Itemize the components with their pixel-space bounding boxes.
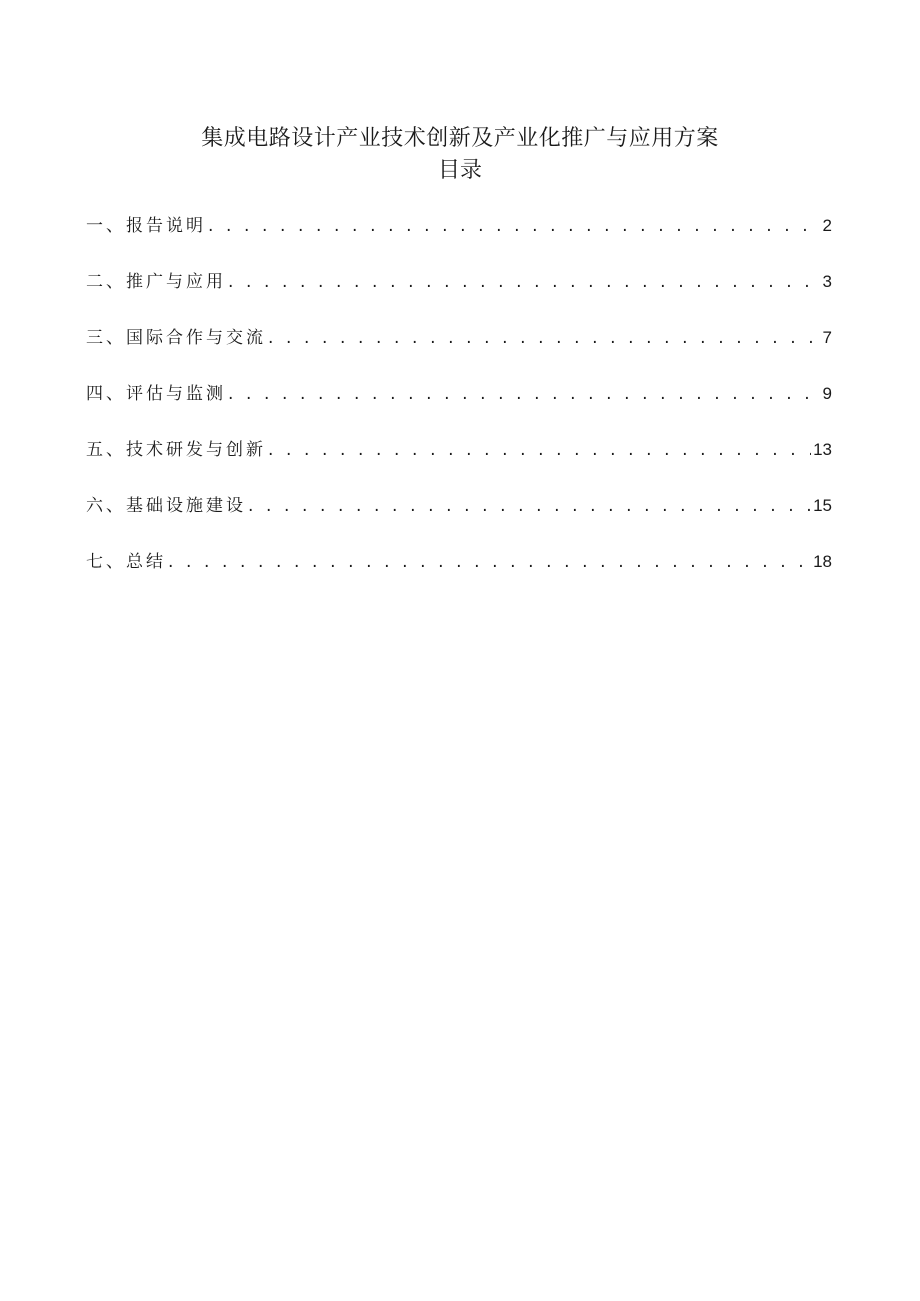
toc-leader-dots xyxy=(228,380,821,408)
toc-entry-label: 七、总结 xyxy=(86,552,166,572)
toc-entry-page-number: 15 xyxy=(813,496,832,515)
toc-leader-dots xyxy=(268,324,821,352)
toc-entry-page-number: 13 xyxy=(813,440,832,459)
toc-entry-label: 五、技术研发与创新 xyxy=(86,440,266,460)
toc-leader-dots xyxy=(268,436,811,464)
toc-leader-dots xyxy=(168,548,811,576)
toc-entry-label: 一、报告说明 xyxy=(86,216,206,236)
toc-entry-page-number: 3 xyxy=(822,272,832,291)
toc-entry-report-description[interactable] xyxy=(86,212,832,268)
toc-entry-rd-innovation[interactable] xyxy=(86,436,832,492)
toc-leader-dots xyxy=(208,212,821,240)
toc-entry-international-cooperation[interactable] xyxy=(86,324,832,380)
toc-entry-promotion-application[interactable] xyxy=(86,268,832,324)
toc-heading: 目录 xyxy=(437,158,482,183)
toc-entry-label: 三、国际合作与交流 xyxy=(86,328,266,348)
toc-entry-label: 六、基础设施建设 xyxy=(86,496,246,516)
toc-entry-label: 二、推广与应用 xyxy=(86,272,226,292)
document-title: 集成电路设计产业技术创新及产业化推广与应用方案 xyxy=(201,126,719,151)
toc-leader-dots xyxy=(248,492,811,520)
toc-entry-page-number: 9 xyxy=(822,384,832,403)
toc-entry-label: 四、评估与监测 xyxy=(86,384,226,404)
table-of-contents xyxy=(86,212,832,604)
toc-entry-page-number: 7 xyxy=(822,328,832,347)
toc-entry-page-number: 2 xyxy=(822,216,832,235)
toc-leader-dots xyxy=(228,268,821,296)
toc-entry-infrastructure[interactable] xyxy=(86,492,832,548)
toc-entry-evaluation-monitoring[interactable] xyxy=(86,380,832,436)
toc-entry-summary[interactable] xyxy=(86,548,832,604)
toc-entry-page-number: 18 xyxy=(813,552,832,571)
